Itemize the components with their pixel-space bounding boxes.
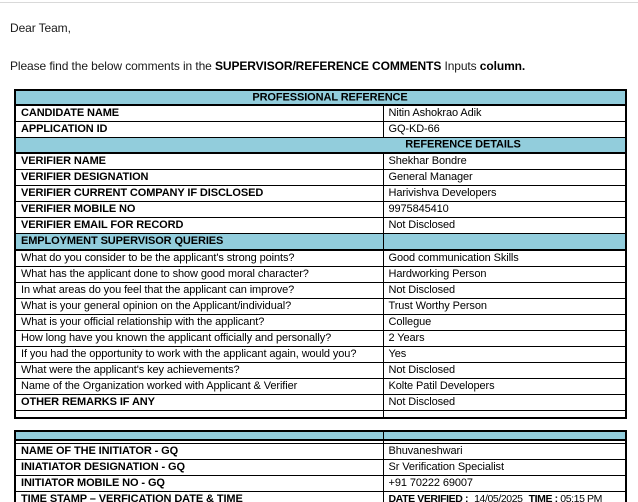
row-label: VERIFIER DESIGNATION [15, 169, 383, 185]
intro-line-pre: Please find the below comments in the [10, 59, 215, 73]
row-label: VERIFIER MOBILE NO [15, 201, 383, 217]
table-row [15, 266, 626, 282]
section-header-title: EMPLOYMENT SUPERVISOR QUERIES [15, 233, 383, 250]
row-value: Kolte Patil Developers [383, 378, 626, 394]
row-label: VERIFIER NAME [15, 153, 383, 170]
table-title: PROFESSIONAL REFERENCE [252, 91, 408, 103]
table-row [15, 330, 626, 346]
empty-teal-cell [383, 431, 626, 440]
table-row [15, 169, 626, 185]
row-label: NAME OF THE INITIATOR - GQ [15, 443, 383, 459]
row-value: Collegue [383, 314, 626, 330]
row-value: Trust Worthy Person [383, 298, 626, 314]
table-row [15, 282, 626, 298]
row-value: General Manager [383, 169, 626, 185]
row-label: VERIFIER CURRENT COMPANY IF DISCLOSED [15, 185, 383, 201]
row-label: CANDIDATE NAME [15, 105, 383, 122]
empty-teal-cell [15, 431, 383, 440]
table-row [15, 298, 626, 314]
row-value: Yes [383, 346, 626, 362]
table-row [15, 475, 626, 491]
row-label: If you had the opportunity to work with the applicant again, would you? [15, 346, 383, 362]
row-value: Not Disclosed [383, 217, 626, 233]
table-title-row [15, 90, 626, 105]
professional-reference-table [14, 89, 627, 419]
row-value: Not Disclosed [383, 362, 626, 378]
table-row [15, 105, 626, 122]
row-label: What were the applicant's key achievements? [15, 362, 383, 378]
date-verified-label: DATE VERIFIED : [388, 492, 469, 502]
row-label: APPLICATION ID [15, 122, 383, 138]
table-row [15, 122, 626, 138]
section-header-row [15, 138, 626, 153]
row-value: Not Disclosed [383, 282, 626, 298]
row-value: Sr Verification Specialist [383, 459, 626, 475]
timestamp-row [15, 491, 626, 502]
row-label: TIME STAMP – VERFICATION DATE & TIME [15, 491, 383, 502]
table-row [15, 314, 626, 330]
table-row [15, 443, 626, 459]
table-row [15, 250, 626, 267]
intro-line-bold2: column. [479, 59, 526, 73]
table-row [15, 378, 626, 394]
email-intro [10, 21, 638, 73]
row-value: GQ-KD-66 [383, 122, 626, 138]
intro-line [10, 59, 638, 73]
initiator-header-row [15, 431, 626, 440]
row-label: OTHER REMARKS IF ANY [15, 394, 383, 410]
row-value: Bhuvaneshwari [383, 443, 626, 459]
row-label: What is your general opinion on the Applicant/individual? [15, 298, 383, 314]
row-value: Shekhar Bondre [383, 153, 626, 170]
empty-cell [383, 410, 626, 418]
section-header-cell [15, 138, 626, 153]
row-label: What has the applicant done to show good moral character? [15, 266, 383, 282]
timestamp-value [383, 491, 626, 502]
intro-line-bold1: SUPERVISOR/REFERENCE COMMENTS [214, 59, 442, 73]
row-value: +91 70222 69007 [383, 475, 626, 491]
row-value: 2 Years [383, 330, 626, 346]
section-header-row [15, 233, 626, 250]
table-row [15, 201, 626, 217]
date-verified-value: 14/05/2025 [474, 492, 523, 502]
row-value: Harivishva Developers [383, 185, 626, 201]
row-label: What is your official relationship with the applicant? [15, 314, 383, 330]
time-value: 05:15 PM [560, 492, 603, 502]
section-header-empty-cell [383, 233, 626, 250]
row-label: In what areas do you feel that the applicant can improve? [15, 282, 383, 298]
table-row [15, 153, 626, 170]
row-label: VERIFIER EMAIL FOR RECORD [15, 217, 383, 233]
row-value: Not Disclosed [383, 394, 626, 410]
row-label: What do you consider to be the applicant's strong points? [15, 250, 383, 267]
section-header-title: REFERENCE DETAILS [405, 138, 521, 151]
row-value: 9975845410 [383, 201, 626, 217]
row-value: Good communication Skills [383, 250, 626, 267]
table-row [15, 459, 626, 475]
row-value: Hardworking Person [383, 266, 626, 282]
table-row [15, 217, 626, 233]
table-row [15, 185, 626, 201]
empty-cell [15, 410, 383, 418]
initiator-table [14, 430, 627, 502]
table-row [15, 394, 626, 410]
row-label: Name of the Organization worked with Applicant & Verifier [15, 378, 383, 394]
email-top-divider [0, 2, 638, 3]
table-title-cell [15, 90, 626, 105]
table-gap [0, 419, 638, 430]
row-label: INITIATOR MOBILE NO - GQ [15, 475, 383, 491]
empty-row [15, 410, 626, 418]
time-label: TIME : [528, 492, 558, 502]
table-row [15, 362, 626, 378]
row-label: INIATIATOR DESIGNATION - GQ [15, 459, 383, 475]
row-value: Nitin Ashokrao Adik [383, 105, 626, 122]
intro-line-mid: Inputs [441, 59, 480, 73]
table-row [15, 346, 626, 362]
greeting-text: Dear Team, [10, 21, 71, 35]
row-label: How long have you known the applicant officially and personally? [15, 330, 383, 346]
